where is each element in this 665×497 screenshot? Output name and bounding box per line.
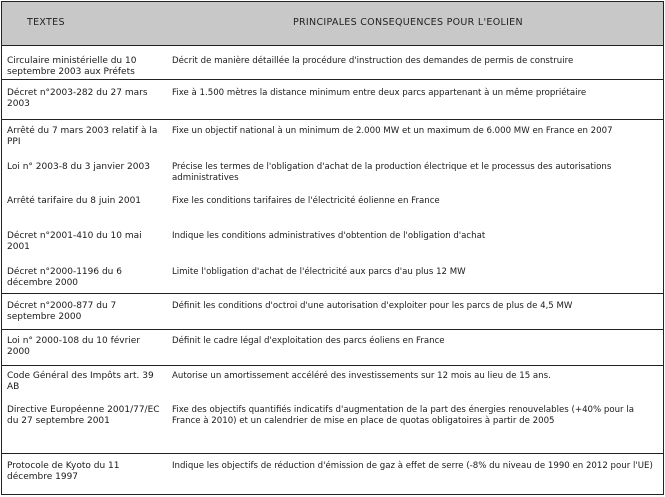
row-texte: Circulaire ministérielle du 10 septembre 2003 aux Préfets	[7, 56, 137, 77]
row-texte: Décret n°2003-282 du 27 mars 2003	[7, 88, 148, 109]
row-consequence: Fixe un objectif national à un minimum de 2.000 MW et un maximum de 6.000 MW en France en 2007	[172, 126, 613, 136]
row-texte: Directive Européenne 2001/77/EC du 27 septembre 2001	[7, 405, 160, 426]
row-texte: Loi n° 2000-108 du 10 février 2000	[7, 336, 141, 357]
table-row	[2, 120, 663, 154]
table-row	[2, 330, 663, 366]
row-consequence: Autorise un amortissement accéléré des investissements sur 12 mois au lieu de 15 ans.	[172, 371, 551, 381]
row-consequence: Définit les conditions d'octroi d'une autorisation d'exploiter pour les parcs de plus de 4,5 MW	[172, 301, 573, 311]
row-consequence: Indique les conditions administratives d'obtention de l'obligation d'achat	[172, 231, 486, 241]
table-row	[2, 262, 663, 294]
row-texte: Décret n°2000-1196 du 6 décembre 2000	[7, 267, 122, 288]
table-row	[2, 366, 663, 454]
row-consequence: Définit le cadre légal d'exploitation des parcs éoliens en France	[172, 336, 445, 346]
row-consequence: Décrit de manière détaillée la procédure d'instruction des demandes de permis de construire	[172, 56, 574, 66]
row-texte: Décret n°2001-410 du 10 mai 2001	[7, 231, 142, 252]
table-row	[2, 80, 663, 120]
table-row	[2, 226, 663, 262]
header-textes: TEXTES	[27, 17, 65, 28]
table-row	[2, 190, 663, 226]
row-texte: Code Général des Impôts art. 39 AB	[7, 371, 154, 392]
header-consequences: PRINCIPALES CONSEQUENCES POUR L'EOLIEN	[293, 17, 523, 28]
row-consequence: Précise les termes de l'obligation d'achat de la production électrique et le processus des autorisations administratives	[172, 162, 612, 183]
row-texte: Protocole de Kyoto du 11 décembre 1997	[7, 461, 120, 482]
table-header	[2, 2, 663, 46]
row-texte: Arrêté du 7 mars 2003 relatif à la PPI	[7, 126, 158, 147]
table-row	[2, 294, 663, 330]
legal-texts-table	[1, 1, 664, 495]
row-consequence: Limite l'obligation d'achat de l'électricité aux parcs d'au plus 12 MW	[172, 267, 466, 277]
row-texte: Arrêté tarifaire du 8 juin 2001	[7, 196, 142, 206]
table-row	[2, 154, 663, 190]
row-texte: Loi n° 2003-8 du 3 janvier 2003	[7, 162, 150, 172]
row-texte: Décret n°2000-877 du 7 septembre 2000	[7, 301, 117, 322]
table-row	[2, 454, 663, 494]
row-consequence: Fixe à 1.500 mètres la distance minimum entre deux parcs appartenant à un même propriétaire	[172, 88, 587, 98]
row-consequence: Fixe les conditions tarifaires de l'électricité éolienne en France	[172, 196, 440, 206]
row-consequence: Indique les objectifs de réduction d'émission de gaz à effet de serre (-8% du niveau de 1990 en 2012 pour l'UE)	[172, 461, 653, 471]
row-consequence: Fixe des objectifs quantifiés indicatifs d'augmentation de la part des énergies renouvelables (+40% pour la France à 2010) et un calendrier de mise en place de quotas obligatoires à partir de 2005	[172, 405, 634, 426]
table-row	[2, 46, 663, 80]
